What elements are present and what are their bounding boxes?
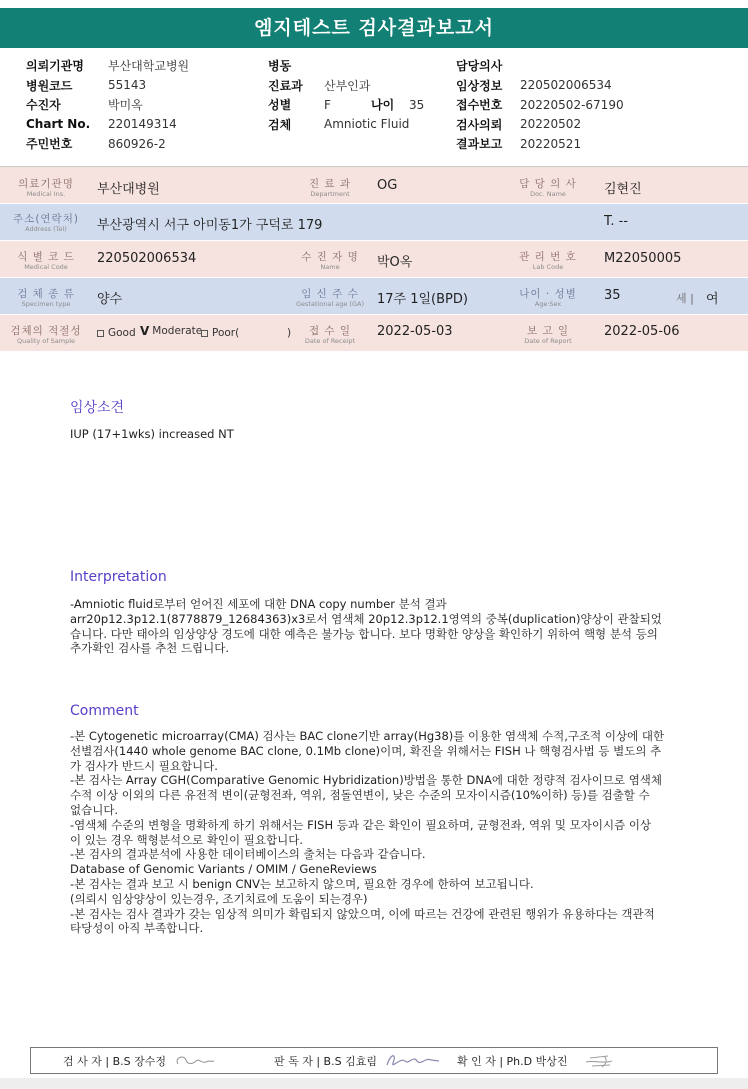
lab-code-label	[510, 251, 586, 272]
ward-label: 병동	[268, 59, 292, 74]
doctor-field-label-ko: 담 당 의 사	[519, 178, 577, 190]
header-row-report-date	[456, 134, 624, 154]
receipt-no-label: 접수번호	[456, 98, 503, 113]
patient-name-label-ko: 수 진 자 명	[301, 251, 359, 263]
comment-line: -본 검사는 Array CGH(Comparative Genomic Hybridization)방법을 통한 DNA에 대한 정량적 검사이므로 염색체	[70, 773, 663, 788]
tester-signature-icon	[172, 1052, 216, 1070]
lab-code-label-ko: 관 리 번 호	[519, 251, 577, 263]
chart-no-value: 220149314	[108, 117, 177, 132]
tester-name: 검 사 자 | B.S 장수정	[63, 1054, 166, 1068]
report-date-value: 20220521	[520, 136, 582, 151]
institution-label: 의뢰기관명	[26, 59, 84, 74]
receipt-date-label-ko: 접 수 일	[308, 325, 352, 337]
clinical-info-label: 임상정보	[456, 78, 503, 93]
header-row-doctor	[456, 56, 624, 76]
good-checkbox-icon[interactable]	[97, 330, 104, 337]
chart-no-label: Chart No.	[26, 117, 91, 132]
department-value: 산부인과	[324, 78, 371, 93]
confirmer-signature-icon	[574, 1052, 624, 1070]
department-field-label-en: Department	[310, 190, 350, 198]
quality-poor-option[interactable]	[201, 327, 239, 339]
receipt-no-value: 20220502-67190	[520, 97, 624, 112]
header-row-department	[268, 76, 424, 96]
patient-label: 수진자	[26, 98, 61, 113]
page-bottom-margin	[0, 1078, 748, 1089]
gestational-age-value: 17주 1일(BPD)	[377, 292, 468, 307]
moderate-option-label: Moderate	[152, 325, 203, 337]
department-field-label	[292, 178, 368, 199]
comment-line: -본 Cytogenetic microarray(CMA) 검사는 BAC clone기반 array(Hg38)를 이용한 염색체 수적,구조적 이상에 대한	[70, 729, 665, 743]
age-sex-label-ko: 나이 · 성별	[519, 288, 577, 300]
good-option-label: Good	[108, 327, 136, 339]
age-value: 35	[409, 97, 425, 112]
info-row-quality	[0, 315, 748, 352]
quality-moderate-option[interactable]	[140, 324, 202, 338]
clinical-findings-title: 임상소견	[70, 400, 125, 416]
comment-line: 없습니다.	[70, 802, 119, 817]
medical-institution-label-ko: 의료기관명	[18, 178, 74, 190]
header-row-specimen	[268, 115, 424, 135]
header-column-clinical	[268, 56, 424, 134]
comment-text	[70, 729, 710, 936]
department-label: 진료과	[268, 78, 303, 93]
request-date-value: 20220502	[520, 117, 582, 132]
interpretation-line: 습니다. 다만 태아의 임상양상 경도에 대한 예측은 불가능 합니다. 보다 명확한 양상을 확인하기 위하여 핵형 분석 등의	[70, 626, 658, 641]
reader-signature-icon	[383, 1051, 443, 1071]
info-row-identification	[0, 241, 748, 278]
moderate-check-icon[interactable]: V	[140, 324, 150, 338]
hospital-code-value: 55143	[108, 78, 147, 93]
sample-quality-label	[8, 325, 84, 346]
comment-line: 수적 이상 이외의 다른 유전적 변이(균형전좌, 역위, 점돌연변이, 낮은 수준의 모자이시즘(10%이하) 등)를 검출할 수	[70, 788, 650, 803]
comment-line: -본 검사의 결과분석에 사용한 데이터베이스의 출처는 다음과 같습니다.	[70, 847, 426, 862]
header-row-clinical-info	[456, 76, 624, 96]
info-row-specimen	[0, 278, 748, 315]
hospital-code-label: 병원코드	[26, 78, 73, 93]
reader-name: 판 독 자 | B.S 김효림	[273, 1054, 377, 1068]
age-sex-label-en: Age·Sex	[534, 300, 562, 308]
header-column-patient	[26, 56, 189, 154]
info-row-institution	[0, 167, 748, 204]
comment-line: 가 검사가 반드시 필요합니다.	[70, 758, 218, 773]
department-field-label-ko: 진 료 과	[308, 178, 352, 190]
gestational-age-label-ko: 임 신 주 수	[301, 288, 359, 300]
medical-code-label-en: Medical Code	[24, 263, 68, 271]
receipt-date-label-en: Date of Receipt	[304, 337, 356, 345]
patient-name-label	[292, 251, 368, 272]
report-date-field-value: 2022-05-06	[604, 324, 680, 339]
address-label-en: Address (Tel)	[25, 225, 67, 233]
comment-line: Database of Genomic Variants / OMIM / GeneReviews	[70, 862, 377, 877]
telephone-value: T. --	[604, 214, 629, 229]
request-date-label: 검사의뢰	[456, 117, 503, 132]
signature-footer	[30, 1047, 718, 1074]
institution-value: 부산대학교병원	[108, 59, 190, 74]
header-row-resident-no	[26, 134, 189, 154]
header-row-receipt-no	[456, 95, 624, 115]
poor-checkbox-icon[interactable]	[201, 330, 208, 337]
interpretation-line: 추가확인 검사를 추천 드립니다.	[70, 641, 230, 656]
specimen-value: Amniotic Fluid	[324, 117, 410, 132]
header-column-request	[456, 56, 624, 154]
specimen-label: 검체	[268, 117, 292, 132]
report-date-field-label-en: Date of Report	[524, 337, 572, 345]
comment-line: 타당성이 아직 부족합니다.	[70, 921, 204, 936]
specimen-type-label-ko: 검 체 종 류	[17, 288, 75, 300]
poor-close-paren: )	[287, 327, 292, 339]
info-row-address	[0, 204, 748, 241]
header-row-sex-age	[268, 95, 424, 115]
sex-label: 성별	[268, 98, 292, 113]
comment-line: -염색체 수준의 변형을 명확하게 하기 위해서는 FISH 등과 같은 확인이 필요하며, 균형전좌, 역위 및 모자이시즘 이상	[70, 817, 652, 832]
report-date-field-label	[510, 325, 586, 346]
doctor-field-value: 김현진	[604, 182, 642, 197]
patient-name-value: 박O옥	[377, 255, 413, 270]
clinical-info-value: 220502006534	[520, 78, 612, 93]
comment-line: 이 있는 경우 핵형분석으로 확인이 필요합니다.	[70, 832, 304, 847]
tester-signature-block	[63, 1052, 216, 1070]
doctor-field-label-en: Doc. Name	[530, 190, 566, 198]
quality-good-option[interactable]	[97, 327, 136, 339]
medical-code-label	[8, 251, 84, 272]
info-table	[0, 166, 748, 352]
address-label	[8, 213, 84, 234]
report-title: 엠지테스트 검사결과보고서	[0, 8, 748, 48]
confirmer-signature-block	[457, 1052, 624, 1070]
medical-code-value: 220502006534	[97, 251, 197, 266]
medical-institution-label	[8, 178, 84, 199]
address-label-ko: 주소(연락처)	[13, 213, 79, 225]
sex-value: F	[324, 97, 331, 112]
department-field-value: OG	[377, 178, 398, 193]
medical-code-label-ko: 식 별 코 드	[17, 251, 75, 263]
lab-code-label-en: Lab Code	[532, 263, 564, 271]
poor-option-label: Poor(	[212, 327, 240, 339]
clinical-findings-text: IUP (17+1wks) increased NT	[70, 427, 234, 441]
age-sex-label	[510, 288, 586, 309]
sample-quality-label-en: Quality of Sample	[17, 337, 75, 345]
header-row-patient	[26, 95, 189, 115]
comment-line: (의뢰시 임상양상이 있는경우, 조기치료에 도움이 되는경우)	[70, 891, 368, 906]
sex-value-field: 여	[706, 292, 719, 307]
interpretation-line: arr20p12.3p12.1(8778879_12684363)x3로서 염색체 20p12.3p12.1영역의 중복(duplication)양상이 관찰되었	[70, 611, 662, 626]
header-row-request-date	[456, 115, 624, 135]
age-label: 나이	[371, 98, 395, 113]
age-unit: 세 |	[676, 292, 694, 305]
specimen-type-value: 양수	[97, 292, 123, 307]
header-row-chart-no	[26, 115, 189, 135]
specimen-type-label-en: Specimen type	[21, 300, 71, 308]
specimen-type-label	[8, 288, 84, 309]
interpretation-text	[70, 597, 710, 656]
sample-quality-label-ko: 검체의 적절성	[10, 325, 82, 337]
comment-line: -본 검사는 검사 결과가 갖는 임상적 의미가 확립되지 않았으며, 이에 따르는 건강에 관련된 행위가 유용하다는 객관적	[70, 906, 655, 921]
address-value: 부산광역시 서구 아미동1가 구덕로 179	[97, 218, 323, 233]
poor-option-close	[287, 327, 291, 339]
doctor-field-label	[510, 178, 586, 199]
comment-title: Comment	[70, 703, 139, 719]
patient-value: 박미옥	[108, 98, 143, 113]
receipt-date-label	[292, 325, 368, 346]
medical-institution-value: 부산대병원	[97, 182, 160, 197]
interpretation-title: Interpretation	[70, 569, 167, 585]
header-row-hospital-code	[26, 76, 189, 96]
age-value-field: 35	[604, 288, 621, 303]
interpretation-line: -Amniotic fluid로부터 얻어진 세포에 대한 DNA copy number 분석 결과	[70, 597, 447, 611]
lab-code-value: M22050005	[604, 251, 682, 266]
receipt-date-value: 2022-05-03	[377, 324, 453, 339]
resident-no-value: 860926-2	[108, 136, 166, 151]
header-row-ward	[268, 56, 424, 76]
reader-signature-block	[274, 1051, 443, 1071]
comment-line: 선별검사(1440 whole genome BAC clone, 0.1Mb clone)이며, 확진을 위해서는 FISH 나 핵형검사법 등 별도의 추	[70, 743, 662, 758]
gestational-age-label-en: Gestational age (GA)	[296, 300, 364, 308]
comment-line: -본 검사는 결과 보고 시 benign CNV는 보고하지 않으며, 필요한 경우에 한하여 보고됩니다.	[70, 876, 534, 891]
gestational-age-label	[292, 288, 368, 309]
patient-name-label-en: Name	[320, 263, 340, 271]
report-date-field-label-ko: 보 고 일	[526, 325, 570, 337]
report-date-label: 결과보고	[456, 137, 503, 152]
doctor-label: 담당의사	[456, 59, 503, 74]
confirmer-name: 확 인 자 | Ph.D 박상진	[456, 1054, 568, 1068]
resident-no-label: 주민번호	[26, 137, 73, 152]
header-row-institution	[26, 56, 189, 76]
medical-institution-label-en: Medical Ins.	[26, 190, 66, 198]
